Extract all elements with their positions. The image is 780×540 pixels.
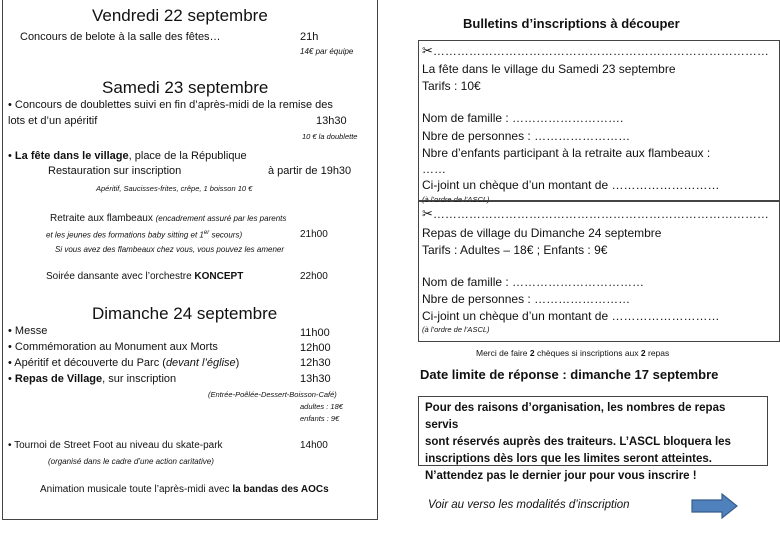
- sat-retraite-note2: et les jeunes des formations baby sitting et 1er secours): [46, 230, 243, 240]
- sun-parc-time: 12h30: [300, 357, 331, 369]
- sat-soiree: Soirée dansante avec l’orchestre KONCEPT: [46, 271, 244, 282]
- sun-repas-adults: adultes : 18€: [300, 402, 343, 411]
- form2-nbre: Nbre de personnes : ……………………: [422, 292, 631, 306]
- form2-nom: Nom de famille : ……………………………: [422, 275, 645, 289]
- form2-line2: Tarifs : Adultes – 18€ ; Enfants : 9€: [422, 243, 608, 257]
- sun-monument-time: 12h00: [300, 342, 331, 354]
- scissors-icon: ✂: [422, 43, 433, 58]
- sat-menu: Apéritif, Saucisses-frites, crêpe, 1 boisson 10 €: [96, 184, 253, 193]
- sat-restauration-time: à partir de 19h30: [268, 165, 352, 177]
- friday-event: Concours de belote à la salle des fêtes…: [20, 31, 221, 43]
- form1-dots: ……: [422, 162, 446, 176]
- form2-cut-line: ✂…………………………………………………………………………: [422, 206, 769, 221]
- sat-retraite: Retraite aux flambeaux (encadrement assuré par les parents: [50, 213, 287, 224]
- form2-order: (à l’ordre de l’ASCL): [422, 325, 490, 334]
- form1-nbre: Nbre de personnes : ……………………: [422, 129, 631, 143]
- sunday-title: Dimanche 24 septembre: [92, 304, 278, 323]
- scissors-icon: ✂: [422, 206, 433, 221]
- form2-line1: Repas de village du Dimanche 24 septembre: [422, 226, 662, 240]
- form1-line2: Tarifs : 10€: [422, 79, 481, 93]
- sun-messe-time: 11h00: [300, 327, 330, 339]
- notice-box: [418, 396, 768, 482]
- form1-enfants: Nbre d’enfants participant à la retraite aux flambeaux :: [422, 146, 711, 160]
- verso-note: Voir au verso les modalités d’inscription: [428, 499, 630, 511]
- sat-doublettes-time: 13h30: [316, 115, 347, 127]
- form2-cheque: Ci-joint un chèque d’un montant de ………………………: [422, 309, 720, 323]
- sun-repas-kids: enfants : 9€: [300, 414, 340, 423]
- form1-cut-line: ✂…………………………………………………………………………: [422, 43, 769, 58]
- saturday-title: Samedi 23 septembre: [102, 78, 269, 97]
- friday-title: Vendredi 22 septembre: [92, 6, 268, 25]
- form1-order: (à l’ordre de l’ASCL): [422, 195, 490, 204]
- merci-note: Merci de faire 2 chèques si inscriptions aux 2 repas: [476, 348, 670, 358]
- sun-foot: • Tournoi de Street Foot au niveau du skate-park: [8, 440, 223, 451]
- form1-nom: Nom de famille : ……………………….: [422, 111, 624, 125]
- notice-line2: sont réservés auprès des traiteurs. L’ASCL bloquera les: [425, 436, 731, 448]
- sun-parc: • Apéritif et découverte du Parc (devant l’église): [8, 357, 240, 369]
- notice-line3: inscriptions dès lors que les limites seront atteintes.: [425, 453, 712, 465]
- form1-cheque: Ci-joint un chèque d’un montant de ………………………: [422, 178, 720, 192]
- sun-animation: Animation musicale toute l’après-midi avec la bandas des AOCs: [40, 484, 329, 495]
- sun-repas: • Repas de Village, sur inscription: [8, 373, 177, 385]
- sun-foot-note: (organisé dans le cadre d’une action caritative): [48, 457, 214, 466]
- sat-restauration: Restauration sur inscription: [48, 165, 182, 177]
- sun-repas-time: 13h30: [300, 373, 331, 385]
- sat-doublettes-line1: • Concours de doublettes suivi en fin d’après-midi de la remise des: [8, 99, 333, 111]
- friday-time: 21h: [300, 31, 319, 43]
- friday-fee: 14€ par équipe: [300, 47, 354, 56]
- sat-doublettes-fee: 10 € la doublette: [302, 132, 358, 141]
- arrow-right-icon[interactable]: [691, 493, 739, 519]
- forms-title: Bulletins d’inscriptions à découper: [463, 16, 680, 31]
- sun-repas-menu: (Entrée-Poêlée-Dessert-Boisson-Café): [208, 390, 337, 399]
- notice-line1: Pour des raisons d’organisation, les nombres de repas servis: [425, 402, 726, 431]
- sat-retraite-note3: Si vous avez des flambeaux chez vous, vous pouvez les amener: [55, 245, 285, 254]
- form1-line1: La fête dans le village du Samedi 23 septembre: [422, 62, 676, 76]
- deadline: Date limite de réponse : dimanche 17 septembre: [420, 367, 719, 382]
- sun-foot-time: 14h00: [300, 440, 328, 451]
- sat-fete: • La fête dans le village, place de la République: [8, 150, 247, 162]
- sat-doublettes-line2: lots et d’un apéritif: [8, 115, 98, 127]
- notice-line4: N’attendez pas le dernier jour pour vous inscrire !: [425, 470, 697, 482]
- sun-messe: • Messe: [8, 325, 48, 337]
- sun-monument: • Commémoration au Monument aux Morts: [8, 341, 218, 353]
- sat-soiree-time: 22h00: [300, 271, 328, 282]
- sat-retraite-time: 21h00: [300, 229, 328, 240]
